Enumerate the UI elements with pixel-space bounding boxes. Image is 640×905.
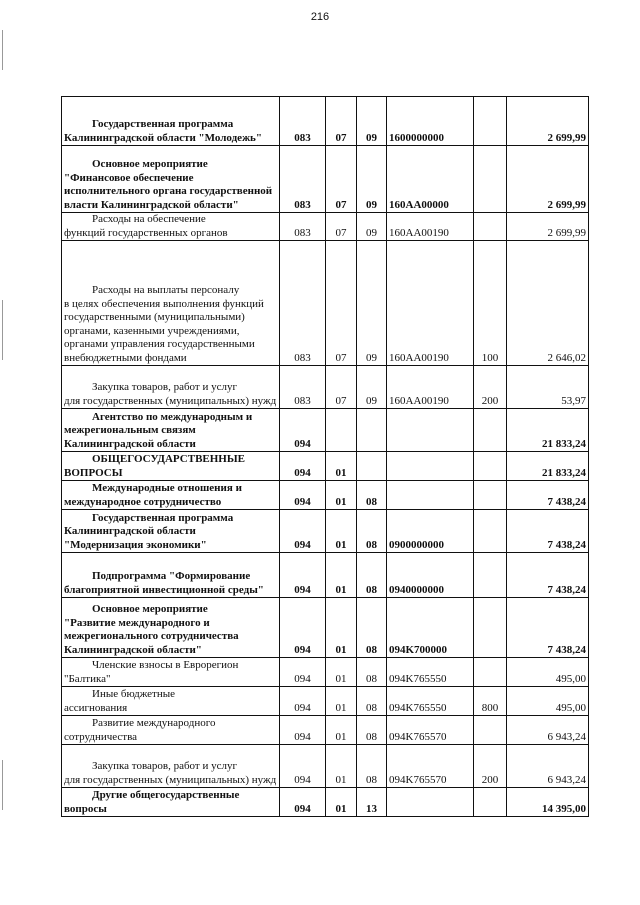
expense-type-cell xyxy=(474,658,507,687)
target-article-cell xyxy=(387,452,474,481)
amount-cell: 2 699,99 xyxy=(507,213,589,241)
item-name-cell xyxy=(62,146,280,213)
subsection-cell: 08 xyxy=(357,598,387,658)
budget-table-body xyxy=(62,97,589,817)
item-name-lead: Подпрограмма "Формирование xyxy=(92,570,251,582)
amount-cell: 7 438,24 xyxy=(507,481,589,510)
item-name-lead: Закупка товаров, работ и услуг xyxy=(92,760,237,772)
subsection-cell: 08 xyxy=(357,687,387,716)
subsection-cell: 08 xyxy=(357,510,387,553)
amount-cell: 21 833,24 xyxy=(507,409,589,452)
amount-cell: 2 699,99 xyxy=(507,97,589,146)
item-name-cell xyxy=(62,366,280,409)
budget-table xyxy=(61,96,589,817)
dept-code-cell: 083 xyxy=(280,213,326,241)
target-article-cell: 094K765570 xyxy=(387,716,474,745)
section-cell: 07 xyxy=(326,366,357,409)
target-article-cell: 094K700000 xyxy=(387,598,474,658)
item-name-cell xyxy=(62,687,280,716)
item-name-lead: Другие общегосударственные xyxy=(92,789,240,801)
dept-code-cell: 083 xyxy=(280,146,326,213)
item-name-rest: сотрудничества xyxy=(64,730,138,743)
dept-code-cell: 083 xyxy=(280,366,326,409)
section-cell: 07 xyxy=(326,146,357,213)
subsection-cell: 08 xyxy=(357,658,387,687)
section-cell: 01 xyxy=(326,598,357,658)
amount-cell: 2 699,99 xyxy=(507,146,589,213)
table-row xyxy=(62,745,589,788)
amount-cell: 6 943,24 xyxy=(507,745,589,788)
item-name-lead: Расходы на обеспечение xyxy=(92,213,206,225)
dept-code-cell: 094 xyxy=(280,788,326,817)
section-cell: 07 xyxy=(326,241,357,366)
dept-code-cell: 094 xyxy=(280,745,326,788)
item-name-lead: Агентство по международным и xyxy=(92,410,253,423)
table-row xyxy=(62,687,589,716)
section-cell: 01 xyxy=(326,481,357,510)
item-name-lead: ОБЩЕГОСУДАРСТВЕННЫЕ xyxy=(92,453,245,465)
section-cell: 01 xyxy=(326,745,357,788)
expense-type-cell xyxy=(474,409,507,452)
subsection-cell: 08 xyxy=(357,481,387,510)
amount-cell: 7 438,24 xyxy=(507,598,589,658)
table-row xyxy=(62,452,589,481)
table-row xyxy=(62,598,589,658)
target-article-cell: 094K765570 xyxy=(387,745,474,788)
item-name-lead: Международные отношения и xyxy=(92,482,242,494)
item-name-lead: Основное мероприятие xyxy=(92,603,208,615)
page-number: 216 xyxy=(310,11,330,23)
expense-type-cell: 800 xyxy=(474,687,507,716)
item-name-cell xyxy=(62,97,280,146)
expense-type-cell xyxy=(474,510,507,553)
section-cell: 07 xyxy=(326,97,357,146)
dept-code-cell: 094 xyxy=(280,716,326,745)
table-row xyxy=(62,241,589,366)
item-name-cell xyxy=(62,745,280,788)
scan-edge-mark xyxy=(2,300,3,360)
expense-type-cell xyxy=(474,788,507,817)
subsection-cell: 09 xyxy=(357,146,387,213)
item-name-cell xyxy=(62,452,280,481)
item-name-cell xyxy=(62,481,280,510)
item-name-cell xyxy=(62,788,280,817)
dept-code-cell: 094 xyxy=(280,510,326,553)
table-row xyxy=(62,716,589,745)
item-name-rest: вопросы xyxy=(64,802,107,815)
table-row xyxy=(62,481,589,510)
dept-code-cell: 094 xyxy=(280,687,326,716)
target-article-cell xyxy=(387,481,474,510)
target-article-cell xyxy=(387,788,474,817)
subsection-cell: 08 xyxy=(357,745,387,788)
table-row xyxy=(62,788,589,817)
item-name-lead: Государственная программа xyxy=(92,511,234,524)
item-name-cell xyxy=(62,213,280,241)
amount-cell: 495,00 xyxy=(507,658,589,687)
item-name-lead: Развитие международного xyxy=(92,717,216,729)
subsection-cell: 09 xyxy=(357,366,387,409)
table-row xyxy=(62,510,589,553)
section-cell: 01 xyxy=(326,687,357,716)
scan-edge-mark xyxy=(2,760,3,810)
amount-cell: 6 943,24 xyxy=(507,716,589,745)
item-name-lead: Государственная программа xyxy=(92,118,234,130)
expense-type-cell: 200 xyxy=(474,745,507,788)
amount-cell: 53,97 xyxy=(507,366,589,409)
expense-type-cell xyxy=(474,716,507,745)
expense-type-cell xyxy=(474,481,507,510)
item-name-rest: международное сотрудничество xyxy=(64,495,222,508)
amount-cell: 2 646,02 xyxy=(507,241,589,366)
dept-code-cell: 094 xyxy=(280,481,326,510)
target-article-cell: 0940000000 xyxy=(387,553,474,598)
target-article-cell: 160АА00000 xyxy=(387,146,474,213)
table-row xyxy=(62,366,589,409)
subsection-cell xyxy=(357,409,387,452)
item-name-cell xyxy=(62,716,280,745)
target-article-cell: 160АА00190 xyxy=(387,366,474,409)
subsection-cell: 09 xyxy=(357,97,387,146)
scan-edge-mark xyxy=(2,30,3,70)
item-name-cell xyxy=(62,510,280,553)
item-name-rest: для государственных (муниципальных) нужд xyxy=(64,773,277,786)
amount-cell: 14 395,00 xyxy=(507,788,589,817)
item-name-rest: "Балтика" xyxy=(64,672,111,685)
subsection-cell: 08 xyxy=(357,553,387,598)
section-cell: 01 xyxy=(326,510,357,553)
item-name-rest: функций государственных органов xyxy=(64,226,228,239)
target-article-cell: 160АА00190 xyxy=(387,241,474,366)
expense-type-cell: 100 xyxy=(474,241,507,366)
item-name-cell xyxy=(62,241,280,366)
dept-code-cell: 094 xyxy=(280,452,326,481)
amount-cell: 495,00 xyxy=(507,687,589,716)
section-cell xyxy=(326,409,357,452)
item-name-rest: ассигнования xyxy=(64,701,128,714)
item-name-cell xyxy=(62,598,280,658)
expense-type-cell xyxy=(474,553,507,598)
subsection-cell: 09 xyxy=(357,241,387,366)
expense-type-cell xyxy=(474,452,507,481)
table-row xyxy=(62,146,589,213)
section-cell: 01 xyxy=(326,788,357,817)
dept-code-cell: 094 xyxy=(280,658,326,687)
item-name-lead: Закупка товаров, работ и услуг xyxy=(92,381,237,393)
amount-cell: 21 833,24 xyxy=(507,452,589,481)
expense-type-cell xyxy=(474,146,507,213)
item-name-cell xyxy=(62,658,280,687)
item-name-rest: Калининградской области "Молодежь" xyxy=(64,131,262,144)
item-name-lead: Расходы на выплаты персоналу xyxy=(92,284,240,296)
target-article-cell: 094K765550 xyxy=(387,687,474,716)
subsection-cell: 13 xyxy=(357,788,387,817)
dept-code-cell: 083 xyxy=(280,97,326,146)
section-cell: 01 xyxy=(326,658,357,687)
item-name-rest: Калининградской области "Модернизация экономики" xyxy=(64,525,207,551)
amount-cell: 7 438,24 xyxy=(507,553,589,598)
item-name-rest: "Развитие международного и межрегионального сотрудничества Калининградской области" xyxy=(64,616,239,656)
section-cell: 01 xyxy=(326,553,357,598)
dept-code-cell: 094 xyxy=(280,553,326,598)
expense-type-cell xyxy=(474,598,507,658)
dept-code-cell: 083 xyxy=(280,241,326,366)
item-name-cell xyxy=(62,409,280,452)
item-name-lead: Иные бюджетные xyxy=(92,688,176,700)
item-name-cell xyxy=(62,553,280,598)
target-article-cell: 0900000000 xyxy=(387,510,474,553)
subsection-cell xyxy=(357,452,387,481)
section-cell: 07 xyxy=(326,213,357,241)
item-name-rest: в целях обеспечения выполнения функций государственными (муниципальными) органами, казенными учреждениями, органами управления государственными внебюджетными фондами xyxy=(64,297,264,364)
item-name-rest: межрегиональным связям Калининградской области xyxy=(64,424,196,450)
table-row xyxy=(62,553,589,598)
amount-cell: 7 438,24 xyxy=(507,510,589,553)
target-article-cell: 1600000000 xyxy=(387,97,474,146)
section-cell: 01 xyxy=(326,716,357,745)
table-row xyxy=(62,658,589,687)
table-row xyxy=(62,213,589,241)
item-name-lead: Членские взносы в Еврорегион xyxy=(92,659,239,671)
section-cell: 01 xyxy=(326,452,357,481)
target-article-cell: 094K765550 xyxy=(387,658,474,687)
expense-type-cell: 200 xyxy=(474,366,507,409)
item-name-lead: Основное мероприятие xyxy=(92,158,208,170)
item-name-rest: благоприятной инвестиционной среды" xyxy=(64,583,264,596)
target-article-cell: 160АА00190 xyxy=(387,213,474,241)
dept-code-cell: 094 xyxy=(280,409,326,452)
item-name-rest: "Финансовое обеспечение исполнительного органа государственной власти Калининградской области" xyxy=(64,171,273,211)
expense-type-cell xyxy=(474,97,507,146)
dept-code-cell: 094 xyxy=(280,598,326,658)
target-article-cell xyxy=(387,409,474,452)
item-name-rest: для государственных (муниципальных) нужд xyxy=(64,394,277,407)
expense-type-cell xyxy=(474,213,507,241)
table-row xyxy=(62,97,589,146)
subsection-cell: 08 xyxy=(357,716,387,745)
subsection-cell: 09 xyxy=(357,213,387,241)
table-row xyxy=(62,409,589,452)
item-name-rest: ВОПРОСЫ xyxy=(64,466,123,479)
